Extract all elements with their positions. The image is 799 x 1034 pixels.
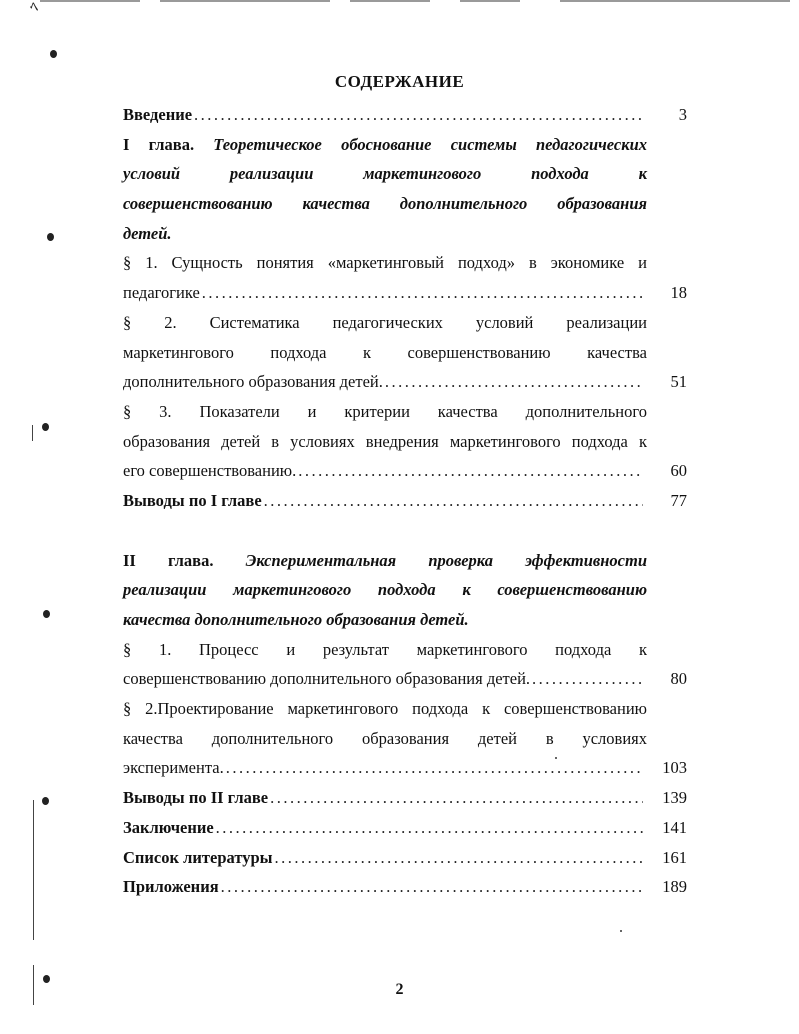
toc-entry-label: Список литературы <box>123 847 273 867</box>
binding-edge <box>32 425 33 441</box>
binding-edge <box>33 800 34 940</box>
chapter-title-line: детей. <box>123 223 172 243</box>
page-number: 18 <box>670 283 687 303</box>
page-number: 141 <box>662 817 687 837</box>
binding-hole <box>43 610 50 618</box>
page-number: 139 <box>662 788 687 808</box>
toc-entry-label: Введение <box>123 105 193 124</box>
toc-entry-label: Приложения <box>123 877 219 897</box>
leader-dots <box>224 753 643 783</box>
section-line: дополнительного образования детей. <box>123 372 383 392</box>
chapter-title-line: реализации маркетингового подхода к совершенствованию <box>123 580 647 600</box>
binding-hole <box>42 423 49 431</box>
leader-dots <box>262 486 643 516</box>
toc-entry-ch2-conclusions[interactable] <box>123 783 687 813</box>
section-line[interactable]: § 1. Процесс и результат маркетингового подхода к <box>123 639 647 659</box>
section-line: педагогике <box>123 283 200 303</box>
section-line: качества дополнительного образования детей в условиях <box>123 728 647 748</box>
toc-entry-label: Выводы по II главе <box>123 788 269 808</box>
chapter1-heading[interactable] <box>123 130 647 160</box>
toc-entry-ch2-s1[interactable] <box>123 664 687 694</box>
section-line: эксперимента. <box>123 758 224 778</box>
chapter-label: II глава. <box>123 550 214 570</box>
section-line: совершенствованию дополнительного образования детей. <box>123 669 531 689</box>
page-number: 80 <box>670 669 687 689</box>
spacer <box>123 516 687 546</box>
toc-entry-ch1-conclusions[interactable] <box>123 486 687 516</box>
toc-entry-label: Выводы по I главе <box>123 490 262 510</box>
binding-hole <box>50 50 57 58</box>
leader-dots <box>273 843 643 873</box>
chapter-title-line: Теоретическое обоснование системы педагогических <box>213 134 648 154</box>
toc-entry-conclusion[interactable] <box>123 813 687 843</box>
section-line[interactable]: § 1. Сущность понятия «маркетинговый подход» в экономике и <box>123 253 647 273</box>
page-number: 60 <box>670 461 687 481</box>
section-line[interactable]: § 2.Проектирование маркетингового подхода к совершенствованию <box>123 699 647 719</box>
toc-entry-ch1-s1[interactable] <box>123 278 687 308</box>
leader-dots <box>268 783 643 813</box>
toc-entry-ch2-s2[interactable] <box>123 753 687 783</box>
chapter-title-line: качества дополнительного образования детей. <box>123 610 469 629</box>
page-number: 103 <box>662 758 687 778</box>
leader-dots <box>530 664 643 694</box>
page-number: 51 <box>670 372 687 392</box>
page-number: 77 <box>670 490 687 510</box>
section-line: его совершенствованию. <box>123 461 297 481</box>
page-title: СОДЕРЖАНИЕ <box>334 72 465 91</box>
chapter-label: I глава. <box>123 134 195 154</box>
toc-entry-label: Заключение <box>123 817 214 837</box>
page-footer-number: 2 <box>395 981 404 998</box>
leader-dots <box>192 100 643 130</box>
toc-entry-ch1-s2[interactable] <box>123 367 687 397</box>
toc-entry-appendices[interactable] <box>123 872 687 902</box>
scan-edge <box>0 0 799 3</box>
section-line[interactable]: § 3. Показатели и критерии качества дополнительного <box>123 401 647 421</box>
section-line[interactable]: § 2. Систематика педагогических условий реализации <box>123 312 647 332</box>
binding-hole <box>42 797 49 805</box>
leader-dots <box>383 367 643 397</box>
toc-entry-ch1-s3[interactable] <box>123 456 687 486</box>
binding-hole <box>47 233 54 241</box>
page-number: 161 <box>662 847 687 867</box>
corner-mark: ﾍ <box>30 0 39 16</box>
leader-dots <box>214 813 643 843</box>
page-number: 3 <box>678 105 687 124</box>
toc-entry-references[interactable] <box>123 843 687 873</box>
chapter-title-line: условий реализации маркетингового подхода к <box>123 164 647 184</box>
scan-speck <box>620 930 622 932</box>
toc-entry-introduction[interactable] <box>123 100 687 130</box>
leader-dots <box>296 456 643 486</box>
section-line: образования детей в условиях внедрения маркетингового подхода к <box>123 431 647 451</box>
leader-dots <box>200 278 643 308</box>
page-number: 189 <box>662 877 687 897</box>
chapter-title-line: Экспериментальная проверка эффективности <box>245 550 647 570</box>
chapter2-heading[interactable] <box>123 546 647 576</box>
table-of-contents <box>123 100 687 902</box>
leader-dots <box>219 872 643 902</box>
section-line: маркетингового подхода к совершенствованию качества <box>123 342 647 362</box>
chapter-title-line: совершенствованию качества дополнительного образования <box>123 194 647 214</box>
